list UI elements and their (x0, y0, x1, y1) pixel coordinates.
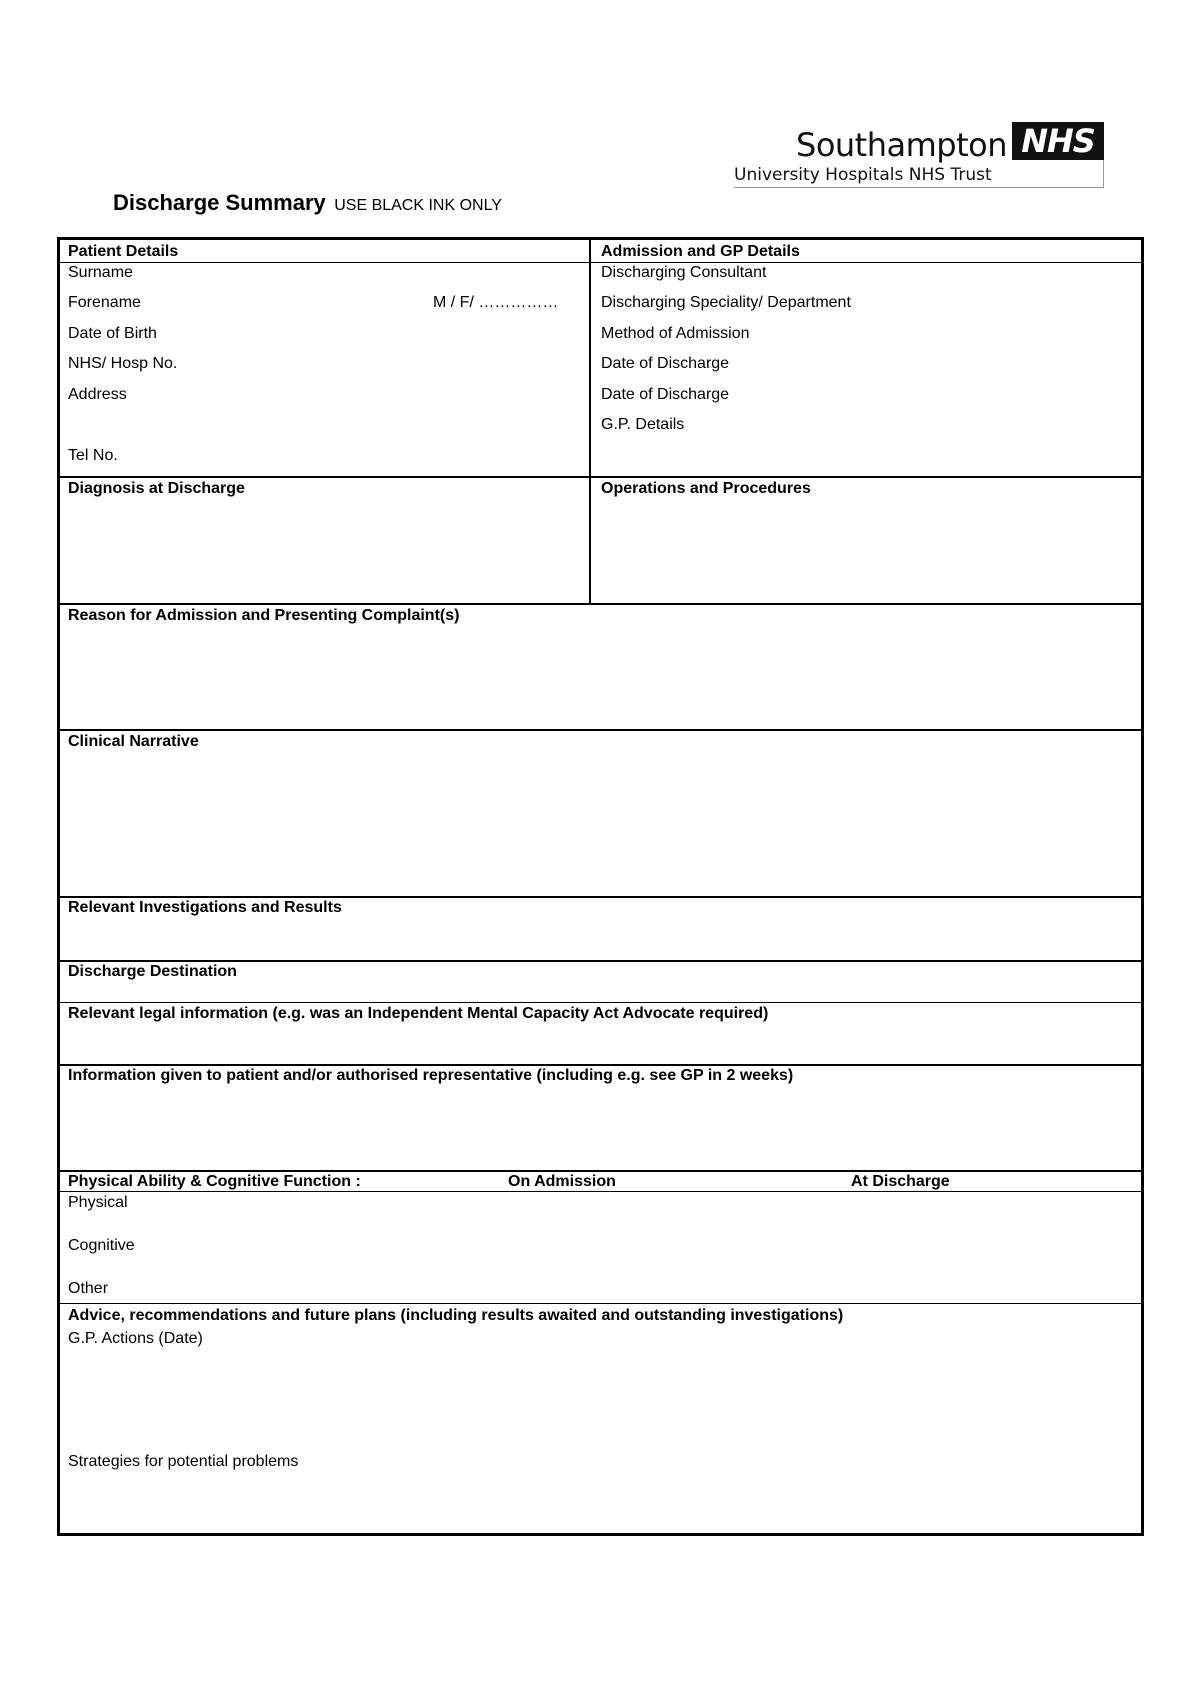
logo-underline (734, 187, 1104, 188)
divider-after-info (60, 1170, 1141, 1172)
legal-heading: Relevant legal information (e.g. was an Independent Mental Capacity Act Advocate required) (68, 1005, 769, 1022)
divider-after-reason (60, 729, 1141, 731)
logo-subtitle: University Hospitals NHS Trust (734, 165, 992, 185)
patient-details-heading: Patient Details (68, 243, 179, 260)
admission-details-heading: Admission and GP Details (601, 243, 800, 260)
divider-after-investigations (60, 960, 1141, 962)
gender-label: M / F/ …………… (433, 294, 559, 311)
discharge-date-label: Date of Discharge (601, 355, 730, 372)
address-label: Address (68, 386, 127, 403)
form-title: Discharge Summary (113, 190, 326, 215)
divider-after-narrative (60, 896, 1141, 898)
narrative-heading: Clinical Narrative (68, 733, 199, 750)
discharge-date-label-2: Date of Discharge (601, 386, 730, 403)
nhs-number-label: NHS/ Hosp No. (68, 355, 178, 372)
info-given-heading: Information given to patient and/or authorised representative (including e.g. see GP in 2 weeks) (68, 1067, 794, 1084)
strategies-label: Strategies for potential problems (68, 1453, 299, 1470)
diagnosis-heading: Diagnosis at Discharge (68, 480, 245, 497)
page-title (113, 190, 502, 216)
header-row-divider (60, 262, 1141, 263)
speciality-label: Discharging Speciality/ Department (601, 294, 851, 311)
divider-after-destination (60, 1002, 1141, 1003)
dob-label: Date of Birth (68, 325, 157, 342)
destination-heading: Discharge Destination (68, 963, 237, 980)
discharge-form (57, 237, 1144, 1536)
logo-rule-vertical (1103, 160, 1104, 188)
gp-actions-label: G.P. Actions (Date) (68, 1330, 203, 1347)
nhs-badge: NHS (1012, 122, 1104, 160)
operations-heading: Operations and Procedures (601, 480, 811, 497)
physical-label: Physical (68, 1194, 128, 1211)
consultant-label: Discharging Consultant (601, 264, 767, 281)
function-header-underline (60, 1191, 1141, 1192)
divider-after-legal (60, 1064, 1141, 1066)
divider-after-diagnosis (60, 603, 1141, 605)
at-discharge-heading: At Discharge (851, 1173, 950, 1190)
column-divider-top (589, 240, 591, 605)
ink-instruction: USE BLACK INK ONLY (334, 197, 502, 214)
surname-label: Surname (68, 264, 133, 281)
divider-after-function (60, 1303, 1141, 1304)
logo-name: Southampton (796, 126, 1007, 164)
tel-label: Tel No. (68, 447, 118, 464)
advice-heading: Advice, recommendations and future plans (including results awaited and outstanding investigations) (68, 1307, 844, 1324)
trust-logo (734, 122, 1104, 192)
gp-details-label: G.P. Details (601, 416, 685, 433)
investigations-heading: Relevant Investigations and Results (68, 899, 342, 916)
cognitive-label: Cognitive (68, 1237, 135, 1254)
function-heading: Physical Ability & Cognitive Function : (68, 1173, 361, 1190)
on-admission-heading: On Admission (508, 1173, 616, 1190)
reason-heading: Reason for Admission and Presenting Complaint(s) (68, 607, 460, 624)
divider-after-details (60, 476, 1141, 478)
admission-method-label: Method of Admission (601, 325, 750, 342)
forename-label: Forename (68, 294, 141, 311)
other-label: Other (68, 1280, 109, 1297)
